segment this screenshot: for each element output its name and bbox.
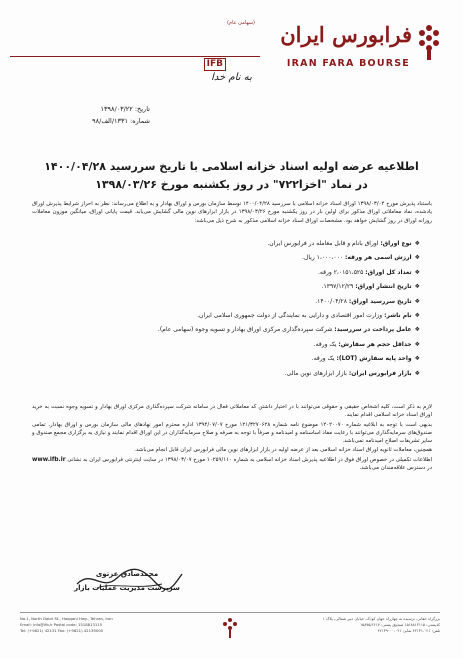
spec-item (40, 309, 420, 323)
spec-item (40, 352, 420, 366)
spec-label: نام ناشر: (384, 312, 412, 320)
brand-name-fa: فرابورس ایران (280, 22, 412, 47)
spec-label: تعداد کل اوراق: (365, 268, 412, 276)
spec-label: واحد پایه سفارش (LOT): (336, 355, 412, 363)
spec-item (40, 338, 420, 352)
spec-label: نوع اوراق: (380, 240, 412, 247)
spec-value: ۲،۰۱۵۱،۵۲۵ ورقه. (318, 268, 366, 276)
intro-paragraph: باستناد پذیرش مورخ ۱۳۹۸/۰۳/۰۴ اوراق اسناد خزانه اسلامی با سررسید ۱۴۰۰/۰۴/۲۸ توسط سازمان بورس و اوراق بهادار و به اطلاع می‌رساند: نظر به احراز شرایط پذیرش اوراق یادشده، نماد معاملاتی اوراق مذکور برای اولین بار در روز یکشنبه مورخ ۱۳۹۸/۰۳/۲۶ در بازار ابزارهای نوین مالی گشایش می‌یابد. قیمت پایانی اوراق، میانگین موزون معاملات روزانه اوراق در روز گشایش خواهد بود. مشخصات اوراق اسناد خزانه اسلامی مذکور به شرح ذیل می‌باشد: (32, 201, 432, 224)
footer-emblem-icon (220, 615, 240, 643)
spec-label: عامل پرداخت در سررسید: (334, 326, 412, 334)
spec-item (40, 251, 420, 265)
spec-label: حداقل حجم هر سفارش: (338, 340, 412, 348)
note-4-text-after: در دسترس علاقه‌مندان می‌باشد. (359, 465, 432, 472)
spec-value: ۱۴۰۰/۰۴/۲۸. (315, 297, 349, 305)
title-line-2: در نماد "اخزا۷۲۲" در روز یکشنبه مورخ ۱۳۹۸/۰۳/۲۶ (95, 178, 368, 191)
diamond-bullet-icon: ❖ (414, 369, 420, 377)
diamond-bullet-icon: ❖ (414, 340, 420, 348)
spec-label: تاریخ انتشار اوراق: (355, 283, 412, 291)
diamond-bullet-icon: ❖ (414, 312, 420, 320)
spec-value: وزارت امور اقتصادی و دارایی به نمایندگی از دولت جمهوری اسلامی ایران. (197, 312, 385, 320)
spec-label: ارزش اسمی هر ورقه: (345, 254, 412, 262)
footer-contact-en: Email: info@ifb.ir Postal code: 1518813115 (20, 622, 103, 627)
diamond-bullet-icon: ❖ (414, 283, 420, 291)
spec-value: یک ورقه. (311, 355, 337, 363)
spec-value: ۱۳۹۷/۱۲/۲۹. (321, 283, 356, 291)
diamond-bullet-icon: ❖ (414, 268, 420, 276)
letter-meta (40, 103, 150, 127)
signature-block (52, 570, 202, 592)
specs-list (40, 237, 420, 381)
letter-date: تاریخ: ۱۳۹۸/۰۳/۲۲ (100, 105, 150, 113)
footer-address-en: No.1, North Dabir St., Haqqani Hwy., Tehran, Iran (20, 616, 113, 621)
header-divider (10, 56, 260, 57)
note-paragraph-4 (32, 456, 432, 473)
brand-abbr: IFB (204, 58, 226, 71)
footer-contact-fa: کدپستی: ۱۵۱۸۸۱۳۱۱۵ صندوق پستی: ۱۵۸۷۵/۶۶۱۷ (360, 622, 440, 627)
spec-item (40, 266, 420, 280)
diamond-bullet-icon: ❖ (414, 297, 420, 305)
logo-emblem-icon (414, 22, 444, 62)
spec-value: بازار ابزارهای نوین مالی. (284, 369, 349, 377)
spec-value: یک ورقه. (313, 340, 339, 348)
note-paragraph-1: لازم به ذکر است، کلیه اشخاص حقیقی و حقوقی می‌توانند با در اختیار داشتن کد معاملاتی فعال در سامانه شرکت سپرده‌گذاری مرکزی اوراق بهادار و تسویه وجوه نسبت به خرید اوراق اسناد خزانه اسلامی اقدام نمایند. (32, 404, 432, 419)
announcement-title (30, 158, 433, 194)
note-4-text-before: اطلاعات تکمیلی در خصوص اوراق فوق در اطلاعیه پذیرش اسناد خزانه اسلامی به شماره ۱۰۲۵۹/۱۱۰ مورخ ۱۳۹۸/۰۳/۰۷ در سایت اینترنتی فرابورس ایران به نشانی (67, 456, 432, 463)
spec-value: ۱،۰۰۰،۰۰۰ ریال. (302, 254, 345, 262)
note-paragraph-3: همچنین، معاملات ثانویه اوراق اسناد خزانه اسلامی بعد از عرضه اولیه در بازار ابزارهای نوین مالی فرابورس ایران قابل انجام می‌باشد. (134, 447, 432, 454)
spec-label: تاریخ سررسید اوراق: (348, 297, 412, 305)
footer-address-fa: بزرگراه حقانی، نرسیده به چهارراه جهان کودک، خیابان دبیر شمالی، پلاک ۱ (322, 616, 440, 621)
signatory-name: محمدصادق عزتوی (95, 570, 159, 578)
spec-item (40, 367, 420, 381)
diamond-bullet-icon: ❖ (414, 326, 420, 334)
note-paragraph-2: بدیهی است با توجه به ابلاغیه شماره ۱۲۰۲۰۰۷۰ موضوع نامه شماره ۱۲۱/۳۲۷۰۶۲۸ مورخ ۱۳۹۴/۰۷/۰۷ اداره محترم امور نهادهای مالی سازمان بورس و اوراق بهادار، تمامی صندوق‌های سرمایه‌گذاری می‌توانند با رعایت مفاد اساسنامه و امیدنامه و صرفاً با توجه به صرفه و صلاح سرمایه‌گذاران در این اوراق اقدام نمایند و نیازی به برگزاری مجمع صندوق و سایر تشریفات اصلاح امیدنامه نمی‌باشد. (32, 421, 433, 445)
spec-item (40, 295, 420, 309)
spec-label: بازار فرابورس ایران: (348, 369, 412, 377)
title-line-1: اطلاعیه عرضه اولیه اسناد خزانه اسلامی با تاریخ سررسید ۱۴۰۰/۰۴/۲۸ (44, 160, 419, 173)
spec-value: اوراق بانام و قابل معامله در فرابورس ایران. (267, 240, 381, 247)
spec-value: شرکت سپرده‌گذاری مرکزی اوراق بهادار و تسویه وجوه (سهامی عام). (157, 326, 335, 334)
spec-item (40, 237, 420, 251)
letter-number: شماره: ۱۳۳۱/الف/۹۸ (92, 117, 150, 125)
diamond-bullet-icon: ❖ (414, 240, 420, 247)
diamond-bullet-icon: ❖ (414, 355, 420, 363)
footer-phone-fa: تلفن: ۰۲۱-۴۲۱۳۱ نمابر: ۰۲۱-۴۲۱۳۹۰۰۰ (377, 628, 440, 633)
brand-name-en: IRAN FARA BOURSE (286, 58, 410, 69)
bismillah: به نام خدا (211, 72, 252, 83)
brand-tag: (سهامی عام) (227, 20, 255, 26)
diamond-bullet-icon: ❖ (414, 254, 420, 262)
spec-item (40, 280, 420, 294)
footer-english (20, 616, 210, 634)
footer-phone-en: Tel: (+9821) 42131 Fax: (+9821) 42139000 (20, 628, 104, 633)
handwritten-signature (67, 564, 187, 594)
signatory-title: سرپرست مدیریت عملیات بازار (74, 584, 180, 592)
spec-item (40, 323, 420, 337)
notes-section (32, 403, 432, 473)
website-link[interactable]: www.ifb.ir (32, 456, 66, 463)
letter-footer (20, 612, 440, 649)
footer-persian (250, 616, 440, 634)
